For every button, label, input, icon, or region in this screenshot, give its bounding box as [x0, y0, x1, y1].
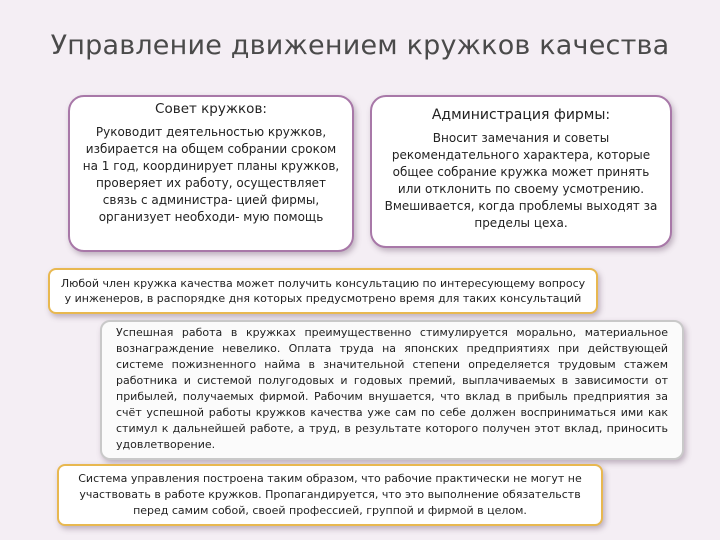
council-text: Руководит деятельностью кружков, избирается на общем собрании сроком на 1 год, координирует планы кружков, проверяет их работу, осуществляет связь с администра- цией фирмы, организует необходи- мую помощь	[82, 125, 340, 224]
system-text: Система управления построена таким образом, что рабочие практически не могут не участвовать в работе кружков. Пропагандируется, что это выполнение обязательств перед самим собой, своей профессией, группой и фирмой в целом.	[78, 472, 582, 517]
administration-heading: Администрация фирмы:	[431, 107, 611, 123]
consultation-text: Любой член кружка качества может получить консультацию по интересующему вопросу у инженеров, в распорядке дня которых предусмотрено время для таких консультаций	[60, 277, 586, 305]
system-card	[57, 464, 603, 526]
motivation-card	[100, 320, 684, 460]
administration-card	[370, 95, 672, 248]
motivation-text: Успешная работа в кружках преимущественно стимулируется морально, материальное вознаграждение невелико. Оплата труда на японских предприятиях при действующей системе пожизненного найма в значительной степени определяется трудовым стажем работника и системой полугодовых и годовых премий, выплачиваемых в зависимости от прибылей, получаемых фирмой. Рабочим внушается, что вклад в прибыль предприятия за счёт успешной работы кружков качества уже сам по себе должен восприниматься ими как стимул к дальнейшей работе, а труд, в результате которого получен этот вклад, приносить удовлетворение.	[116, 326, 668, 451]
council-heading: Совет кружков:	[155, 101, 267, 117]
council-card	[68, 95, 354, 252]
slide-title: Управление движением кружков качества	[50, 30, 670, 61]
consultation-card	[48, 268, 598, 314]
administration-text: Вносит замечания и советы рекомендательного характера, которые общее собрание кружка может принять или отклонить по своему усмотрению. Вмешивается, когда проблемы выходят за пределы цеха.	[384, 131, 658, 230]
